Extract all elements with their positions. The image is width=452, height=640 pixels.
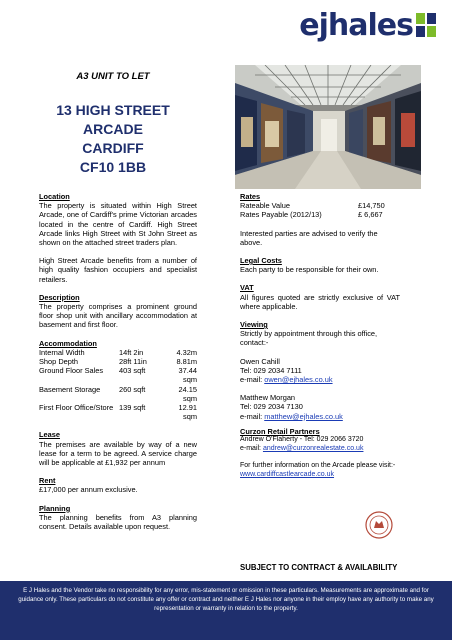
- contact-tel: Tel: 029 2034 7111: [240, 365, 302, 375]
- accommodation-label: First Floor Office/Store: [39, 403, 114, 413]
- address-line1: 13 HIGH STREET ARCADE: [56, 102, 170, 137]
- arcade-photo: [235, 65, 421, 189]
- contact-email-line: e-mail: owen@ejhales.co.uk: [240, 375, 333, 385]
- right-column: [240, 192, 400, 479]
- contact-email-line: e-mail: matthew@ejhales.co.uk: [240, 411, 343, 421]
- lease-heading: Lease: [39, 430, 60, 440]
- viewing-intro: Strictly by appointment through this office, contact:-: [240, 329, 378, 348]
- logo-text: ejhales: [299, 8, 413, 43]
- rates-value: £ 6,667: [358, 210, 383, 220]
- viewing-heading: Viewing: [240, 320, 268, 330]
- accommodation-label: Shop Depth: [39, 357, 79, 367]
- curzon-email-link[interactable]: andrew@curzonrealestate.co.uk: [262, 444, 364, 452]
- accommodation-imperial: 139 sqft: [119, 403, 146, 413]
- location-heading: Location: [39, 192, 70, 201]
- accommodation-label: Internal Width: [39, 347, 85, 357]
- accommodation-table: [39, 348, 197, 422]
- accommodation-row: [39, 403, 197, 421]
- unit-type: A3 UNIT TO LET: [76, 71, 150, 82]
- disclaimer-text: E J Hales and the Vendor take no responsibility for any error, mis-statement or omission in these particulars. Measurements are approximate and for guidance only. These particulars do not constitute any offer or contract and neither E J Hales nor anyone in their employ have any authority to make any representation or warranty in relation to the property.: [18, 587, 434, 612]
- accommodation-imperial: 14ft 2in: [119, 347, 144, 357]
- accommodation-label: Ground Floor Sales: [39, 366, 104, 376]
- accommodation-label: Basement Storage: [39, 384, 101, 394]
- contact-email-link[interactable]: owen@ejhales.co.uk: [264, 375, 333, 385]
- rates-label: Rates Payable (2012/13): [240, 210, 322, 220]
- arcade-website-link[interactable]: www.cardiffcastlearcade.co.uk: [240, 470, 335, 478]
- planning-heading: Planning: [39, 503, 71, 513]
- contact-name: Owen Cahill: [240, 356, 280, 366]
- disclaimer-footer: [0, 581, 452, 640]
- address-line2: CARDIFF: [82, 140, 144, 156]
- rent-heading: Rent: [39, 476, 56, 486]
- accommodation-row: [39, 348, 197, 357]
- subject-to-contract: SUBJECT TO CONTRACT & AVAILABILITY: [240, 563, 398, 572]
- address-line3: CF10 1BB: [79, 159, 147, 175]
- contact-tel: Tel: 029 2034 7130: [240, 402, 303, 412]
- seal-icon: [364, 510, 394, 540]
- curzon-contact: Andrew O'Flaherty - Tel: 029 2066 3720: [240, 436, 364, 444]
- description-text: The property comprises a prominent ground floor shop unit with ancillary accommodation at basement and first floor.: [39, 302, 197, 330]
- accommodation-metric: 37.44 sqm: [178, 366, 197, 385]
- accommodation-imperial: 260 sqft: [119, 384, 146, 394]
- accommodation-metric: 24.15 sqm: [178, 384, 197, 403]
- description-heading: Description: [39, 292, 80, 302]
- accommodation-row: [39, 357, 197, 366]
- vat-text: All figures quoted are strictly exclusive of VAT where applicable.: [240, 292, 400, 311]
- accommodation-row: [39, 385, 197, 403]
- lease-text: The premises are available by way of a new lease for a term to be agreed. A service charge will be applicable at £1,932 per annum: [39, 439, 197, 468]
- legal-costs-heading: Legal Costs: [240, 256, 282, 266]
- left-column: [39, 192, 197, 531]
- legal-costs-text: Each party to be responsible for their own.: [240, 265, 379, 275]
- arcade-info-text: For further information on the Arcade please visit:-: [240, 462, 396, 470]
- location-text-2: High Street Arcade benefits from a number of high quality fashion occupiers and specialist retailers.: [39, 256, 197, 284]
- accommodation-metric: 8.81m: [176, 357, 197, 367]
- contact-email-link[interactable]: matthew@ejhales.co.uk: [264, 411, 343, 421]
- rent-text: £17,000 per annum exclusive.: [39, 485, 138, 495]
- contact-name: Matthew Morgan: [240, 393, 296, 403]
- rates-heading: Rates: [240, 192, 261, 201]
- curzon-heading: Curzon Retail Partners: [240, 426, 320, 436]
- accommodation-row: [39, 366, 197, 384]
- accommodation-metric: 4.32m: [176, 347, 197, 357]
- rates-value: £14,750: [358, 201, 385, 211]
- rates-note: Interested parties are advised to verify the above.: [240, 228, 378, 247]
- accommodation-heading: Accommodation: [39, 338, 97, 348]
- accommodation-imperial: 28ft 11in: [119, 357, 147, 367]
- rates-row: [240, 210, 400, 219]
- accommodation-imperial: 403 sqft: [119, 366, 146, 376]
- accommodation-metric: 12.91 sqm: [178, 403, 197, 422]
- location-text: The property is situated within High Street Arcade, one of Cardiff's prime Victorian arcades located in the centre of Cardiff. High Street Arcade links High Street with St John Street as shown on the attached street traders plan.: [39, 201, 197, 248]
- company-logo: [299, 8, 438, 43]
- vat-heading: VAT: [240, 283, 254, 293]
- hales-logo-mark-icon: [416, 13, 438, 39]
- property-address: [28, 101, 198, 177]
- curzon-email-line: e-mail: andrew@curzonrealestate.co.uk: [240, 444, 364, 452]
- planning-text: The planning benefits from A3 planning consent. Details available upon request.: [39, 512, 197, 532]
- rates-row: [240, 201, 400, 210]
- rates-label: Rateable Value: [240, 201, 290, 211]
